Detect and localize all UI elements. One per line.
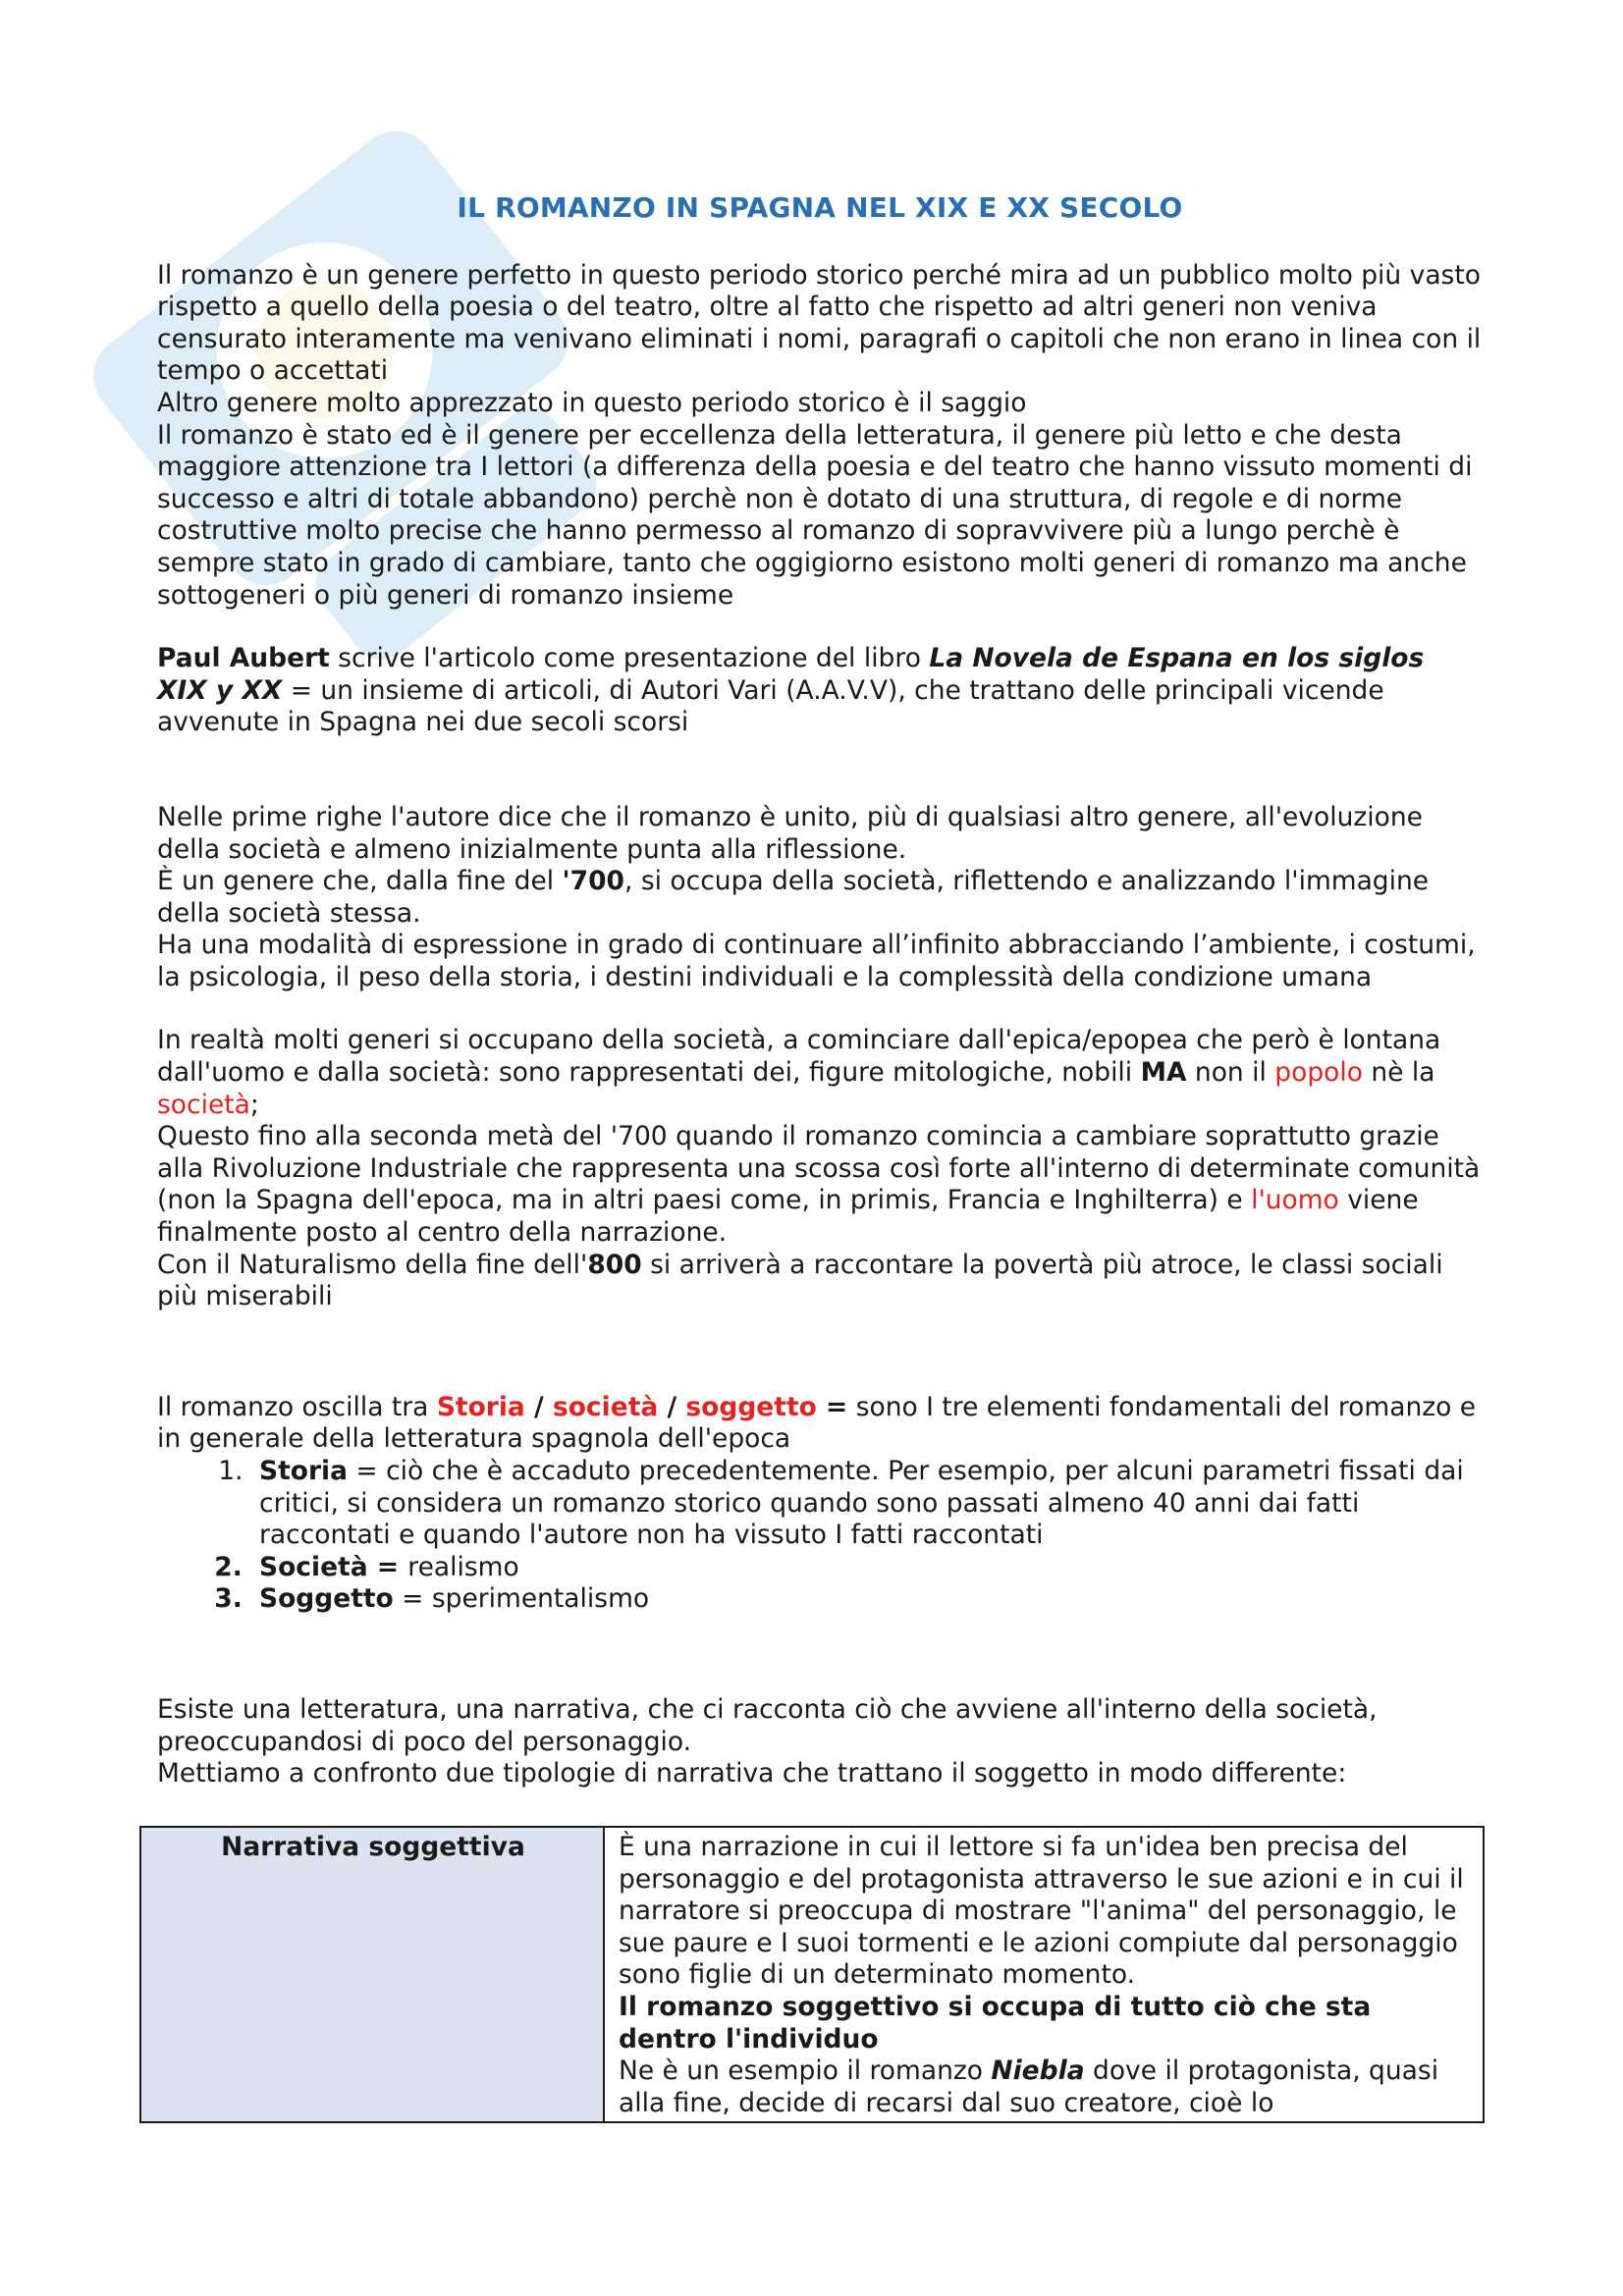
table-header-cell [140, 1827, 604, 2122]
table-example-title: Niebla [991, 2056, 1085, 2087]
table-row [140, 1827, 1484, 2122]
table-statement: Il romanzo soggettivo si occupa di tutto ciò che sta dentro l'individuo [619, 1991, 1372, 2055]
genres-text-d: ; [249, 1089, 259, 1120]
genres-paragraph-3 [157, 1250, 1483, 1313]
page-title: IL ROMANZO IN SPAGNA NEL XIX E XX SECOLO [457, 191, 1183, 224]
list-item [251, 1552, 1483, 1584]
term-equals: = [816, 1391, 848, 1422]
narrative-paragraph-1: Esiste una letteratura, una narrativa, che ci racconta ciò che avviene all'interno della società, preoccupandosi di poco del personaggio. [157, 1693, 1378, 1757]
society-paragraph-2 [157, 866, 1483, 930]
oscillation-rest: sono I tre elementi fondamentali del romanzo e in generale della letteratura spagnola dell'epoca [157, 1391, 1477, 1455]
term-storia: Storia [436, 1391, 525, 1422]
genres-paragraph-2 [157, 1121, 1483, 1249]
highlight-uomo: l'uomo [1251, 1185, 1339, 1216]
genres-p3-text-b: si arriverà a raccontare la povertà più atroce, le classi sociali più miserabili [157, 1249, 1443, 1312]
genres-ma: MA [1140, 1057, 1187, 1089]
list-item-sep: = [393, 1583, 432, 1615]
oscillation-intro: Il romanzo oscilla tra [157, 1391, 437, 1422]
document-page [157, 187, 1483, 1790]
list-item-sep: = [348, 1456, 387, 1486]
aubert-text-1: scrive l'articolo come presentazione del libro [329, 643, 930, 674]
genres-800: 800 [587, 1249, 642, 1280]
society-text-b: , si occupa della società, riflettendo e analizzando l'immagine della società stessa. [157, 866, 1430, 929]
term-separator: / [524, 1391, 553, 1422]
list-item [251, 1456, 1483, 1552]
society-text-a: È un genere che, dalla fine del [157, 866, 563, 897]
list-item-sep: = [367, 1551, 408, 1582]
society-paragraph-1: Nelle prime righe l'autore dice che il romanzo è unito, più di qualsiasi altro genere, all'evoluzione della società e almeno inizialmente punta alla riflessione. [157, 801, 1423, 865]
term-soggetto: soggetto [685, 1391, 817, 1422]
aubert-paragraph [157, 643, 1483, 739]
author-name: Paul Aubert [157, 643, 330, 674]
term-societa: società [552, 1391, 659, 1422]
genres-p3-text-a: Con il Naturalismo della fine dell' [157, 1249, 588, 1280]
table-example-text-a: Ne è un esempio il romanzo [619, 2056, 992, 2087]
society-paragraph-3: Ha una modalità di espressione in grado di continuare all’infinito abbracciando l’ambiente, i costumi, la psicologia, il peso della storia, i destini individuali e la complessità della condizione umana [157, 930, 1476, 992]
list-item-text: ciò che è accaduto precedentemente. Per esempio, per alcuni parametri fissati dai critici, si considera un romanzo storico quando sono passati almeno 40 anni dai fatti raccontati e quando l'autore non ha vissuto I fatti raccontati [259, 1456, 1464, 1551]
highlight-popolo: popolo [1274, 1057, 1363, 1089]
aubert-text-2: = un insieme di articoli, di Autori Vari (A.A.V.V), che trattano delle principali vicende avvenute in Spagna nei due secoli scorsi [157, 674, 1384, 738]
list-item-text: sperimentalismo [431, 1583, 650, 1615]
table-description-cell [604, 1827, 1484, 2122]
society-century: '700 [562, 866, 624, 897]
oscillation-paragraph [157, 1392, 1483, 1456]
table-description: È una narrazione in cui il lettore si fa un'idea ben precisa del personaggio e del protagonista attraverso le sue azioni e in cui il narratore si preoccupa di mostrare "l'anima" del personaggio, le sue paure e I suoi tormenti e le azioni compiute dal personaggio sono figlie di un determinato momento. [619, 1832, 1464, 1991]
list-item-text: realismo [407, 1551, 519, 1582]
table-example [619, 2056, 1471, 2119]
elements-list [157, 1456, 1483, 1616]
list-item-term: Società [259, 1551, 368, 1582]
genres-text-b: non il [1186, 1057, 1275, 1089]
comparison-table [139, 1826, 1485, 2123]
list-item-term: Soggetto [259, 1583, 394, 1615]
genres-p2-text-a: Questo fino alla seconda metà del '700 quando il romanzo comincia a cambiare soprattutto grazie alla Rivoluzione Industriale che rappresenta una scossa così forte all'interno di determinate comunità (non la Spagna dell'epoca, ma in altri paesi come, in primis, Francia e Inghilterra) e [157, 1121, 1481, 1216]
term-separator: / [658, 1391, 686, 1422]
highlight-societa: società [157, 1089, 250, 1120]
narrative-paragraph-2: Mettiamo a confronto due tipologie di narrativa che trattano il soggetto in modo differente: [157, 1758, 1347, 1789]
list-item [251, 1583, 1483, 1616]
genres-paragraph-1 [157, 1025, 1483, 1121]
table-label: Narrativa soggettiva [221, 1832, 525, 1862]
intro-paragraph-2: Altro genere molto apprezzato in questo periodo storico è il saggio [157, 387, 1027, 418]
genres-text-a: In realtà molti generi si occupano della società, a cominciare dall'epica/epopea che però è lontana dall'uomo e dalla società: sono rappresentati dei, figure mitologiche, nobili [157, 1025, 1441, 1089]
book-title: La Novela de Espana en los siglos XIX y XX [157, 643, 1425, 706]
genres-p2-text-b: viene finalmente posto al centro della narrazione. [157, 1185, 1419, 1249]
intro-paragraph-1: Il romanzo è un genere perfetto in questo periodo storico perché mira ad un pubblico molto più vasto rispetto a quello della poesia o del teatro, oltre al fatto che rispetto ad altri generi non veniva censurato interamente ma venivano eliminati i nomi, paragrafi o capitoli che non erano in linea con il tempo o accettati [157, 259, 1482, 387]
intro-paragraph-3: Il romanzo è stato ed è il genere per eccellenza della letteratura, il genere più letto e che desta maggiore attenzione tra I lettori (a differenza della poesia e del teatro che hanno vissuto momenti di successo e altri di totale abbandono) perchè non è dotato di una struttura, di regole e di norme costruttive molto precise che hanno permesso al romanzo di sopravvivere più a lungo perchè è sempre stato in grado di cambiare, tanto che oggigiorno esistono molti generi di romanzo ma anche sottogeneri o più generi di romanzo insieme [157, 419, 1473, 611]
list-item-term: Storia [259, 1456, 348, 1486]
table-example-text-b: dove il protagonista, quasi alla fine, decide di recarsi dal suo creatore, cioè lo [619, 2056, 1439, 2118]
genres-text-c: nè la [1362, 1057, 1435, 1089]
